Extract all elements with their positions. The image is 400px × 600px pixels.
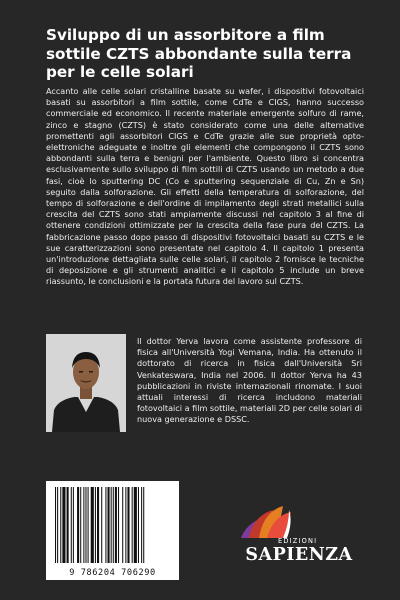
- barcode-bar: [71, 487, 72, 563]
- barcode-bar: [80, 487, 81, 563]
- barcode-bar: [55, 487, 56, 563]
- barcode-bar: [73, 487, 74, 563]
- barcode-bar: [88, 487, 89, 563]
- barcode-bar: [111, 487, 112, 563]
- barcode-bar: [127, 487, 129, 563]
- barcode-bar: [122, 487, 123, 563]
- book-summary: Accanto alle celle solari cristalline basate su wafer, i dispositivi fotovoltaici basati su assorbitori a film sottile, come CdTe e CIGS, hanno successo commerciale ed economico. Il recente materiale emergente solfuro di rame, zinco e stagno (CZTS) è stato considerato come una delle alternative promettenti agli assorbitori CIGS e CdTe grazie alle sue proprietà opto-elettroniche adeguate e inoltre gli elementi che compongono il CZTS sono abbondanti sulla terra e benigni per l'ambiente. Questo libro si concentra esclusivamente sullo sviluppo di film sottili di CZTS usando un metodo a due fasi, cioè lo sputtering DC (Co e sputtering sequenziale di Cu, Zn e Sn) seguito dalla solforazione. Gli effetti della temperatura di solforazione, del tempo di solforazione e dell'ordine di impilamento degli strati metallici sulla crescita del CZTS sono stati ampiamente discussi nel capitolo 3 al fine di ottenere condizioni ottimizzate per la crescita della fase pura del CZTS. La fabbricazione passo dopo passo di dispositivi fotovoltaici basati su CZTS e le sue caratterizzazioni sono presentate nel capitolo 4. Il capitolo 1 presenta un'introduzione dettagliata sulle celle solari, il capitolo 2 fornisce le tecniche di deposizione e gli strumenti analitici e il capitolo 5 include un breve riassunto, le conclusioni e la portata futura del lavoro sul CZTS.: [46, 86, 364, 287]
- barcode-bar: [97, 487, 99, 563]
- barcode-bar: [105, 487, 106, 563]
- barcode-bar: [132, 487, 133, 563]
- barcode-bar: [143, 487, 144, 563]
- barcode: [46, 481, 179, 580]
- book-title: Sviluppo di un assorbitore a film sottile CZTS abbondante sulla terra per le celle solari: [46, 26, 352, 81]
- barcode-bar: [77, 487, 79, 563]
- barcode-bar: [134, 487, 137, 563]
- barcode-bar: [138, 487, 139, 563]
- barcode-bar: [125, 487, 126, 563]
- barcode-bar: [57, 487, 58, 563]
- barcode-bar: [91, 487, 94, 563]
- barcode-bar: [83, 487, 84, 563]
- barcode-bar: [108, 487, 110, 563]
- barcode-bar: [113, 487, 114, 563]
- barcode-bar: [118, 487, 119, 563]
- barcode-bar: [62, 487, 65, 563]
- author-photo: [46, 334, 126, 432]
- barcode-bar: [115, 487, 117, 563]
- barcode-bar: [60, 487, 61, 563]
- barcode-bar: [101, 487, 102, 563]
- publisher-name: SAPIENZA: [245, 545, 353, 565]
- author-bio: Il dottor Yerva lavora come assistente professore di fisica all'Università Yogi Vemana, India. Ha ottenuto il dottorato di ricerca in fisica dall'Università Sri Venkateswara, India nel 2006. Il dottor Yerva ha 43 pubblicazioni in riviste internazionali rinomate. I suoi attuali interessi di ricerca includono materiali fotovoltaici a film sottile, materiali 2D per celle solari di nuova generazione e DSSC.: [137, 336, 363, 425]
- isbn-digits: 9 786204 706290: [69, 568, 156, 578]
- barcode-bar: [141, 487, 142, 563]
- barcode-bar: [85, 487, 86, 563]
- barcode-bar: [95, 487, 96, 563]
- publisher-logo: [233, 502, 365, 572]
- publisher-label: EDIZIONI: [278, 537, 318, 545]
- barcode-bar: [67, 487, 69, 563]
